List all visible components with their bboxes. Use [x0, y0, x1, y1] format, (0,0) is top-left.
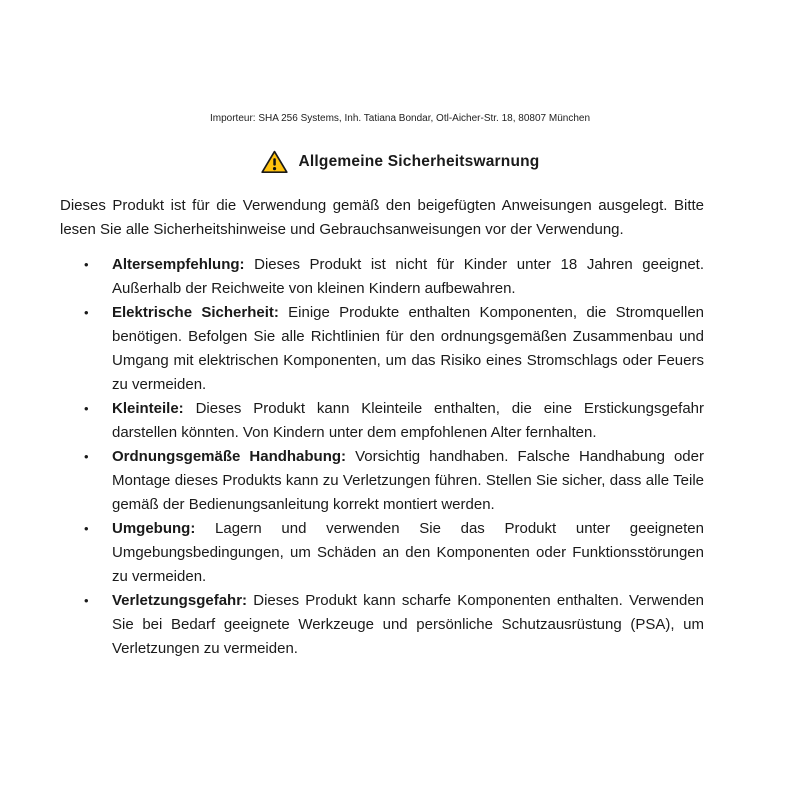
- document-content: [60, 194, 704, 661]
- bullet-text: Dieses Produkt ist nicht für Kinder unter 18 Jahren geeignet. Außerhalb der Reichweite von kleinen Kindern aufbewahren.: [112, 256, 704, 297]
- importer-line: Importeur: SHA 256 Systems, Inh. Tatiana Bondar, Otl-Aicher-Str. 18, 80807 München: [209, 113, 591, 124]
- list-item: [60, 253, 704, 301]
- bullet-text: Einige Produkte enthalten Komponenten, die Stromquellen benötigen. Befolgen Sie alle Richtlinien für den ordnungsgemäßen Zusammenbau und Umgang mit elektrischen Komponenten, um das Risiko eines Stromschlags oder Feuers zu vermeiden.: [112, 304, 705, 393]
- warning-list: [60, 253, 704, 661]
- bullet-label: Umgebung:: [112, 520, 196, 537]
- bullet-label: Elektrische Sicherheit:: [112, 304, 279, 321]
- list-item: [60, 301, 704, 397]
- list-item: [60, 445, 704, 517]
- list-item: [60, 397, 704, 445]
- list-item: [60, 589, 704, 661]
- bullet-text: Lagern und verwenden Sie das Produkt unter geeigneten Umgebungsbedingungen, um Schäden an den Komponenten oder Funktionsstörungen zu vermeiden.: [112, 520, 704, 585]
- bullet-label: Verletzungsgefahr:: [112, 592, 248, 609]
- bullet-label: Altersempfehlung:: [112, 256, 245, 273]
- page-title: Allgemeine Sicherheitswarnung: [298, 153, 540, 170]
- bullet-label: Kleinteile:: [112, 400, 184, 417]
- intro-paragraph: Dieses Produkt ist für die Verwendung gemäß den beigefügten Anweisungen ausgelegt. Bitte lesen Sie alle Sicherheitshinweise und Gebrauchsanweisungen vor der Verwendung.: [60, 197, 704, 238]
- bullet-text: Vorsichtig handhaben. Falsche Handhabung oder Montage dieses Produkts kann zu Verletzungen führen. Stellen Sie sicher, dass alle Teile gemäß der Bedienungsanleitung korrekt montiert werden.: [112, 448, 704, 513]
- bullet-text: Dieses Produkt kann Kleinteile enthalten, die eine Erstickungsgefahr darstellen könnten. Von Kindern unter dem empfohlenen Alter fernhalten.: [112, 400, 704, 441]
- heading-row: [0, 150, 800, 174]
- bullet-text: Dieses Produkt kann scharfe Komponenten enthalten. Verwenden Sie bei Bedarf geeignete Werkzeuge und persönliche Schutzausrüstung (PSA), um Verletzungen zu vermeiden.: [112, 592, 704, 657]
- warning-triangle-icon: [261, 150, 288, 174]
- list-item: [60, 517, 704, 589]
- bullet-label: Ordnungsgemäße Handhabung:: [112, 448, 347, 465]
